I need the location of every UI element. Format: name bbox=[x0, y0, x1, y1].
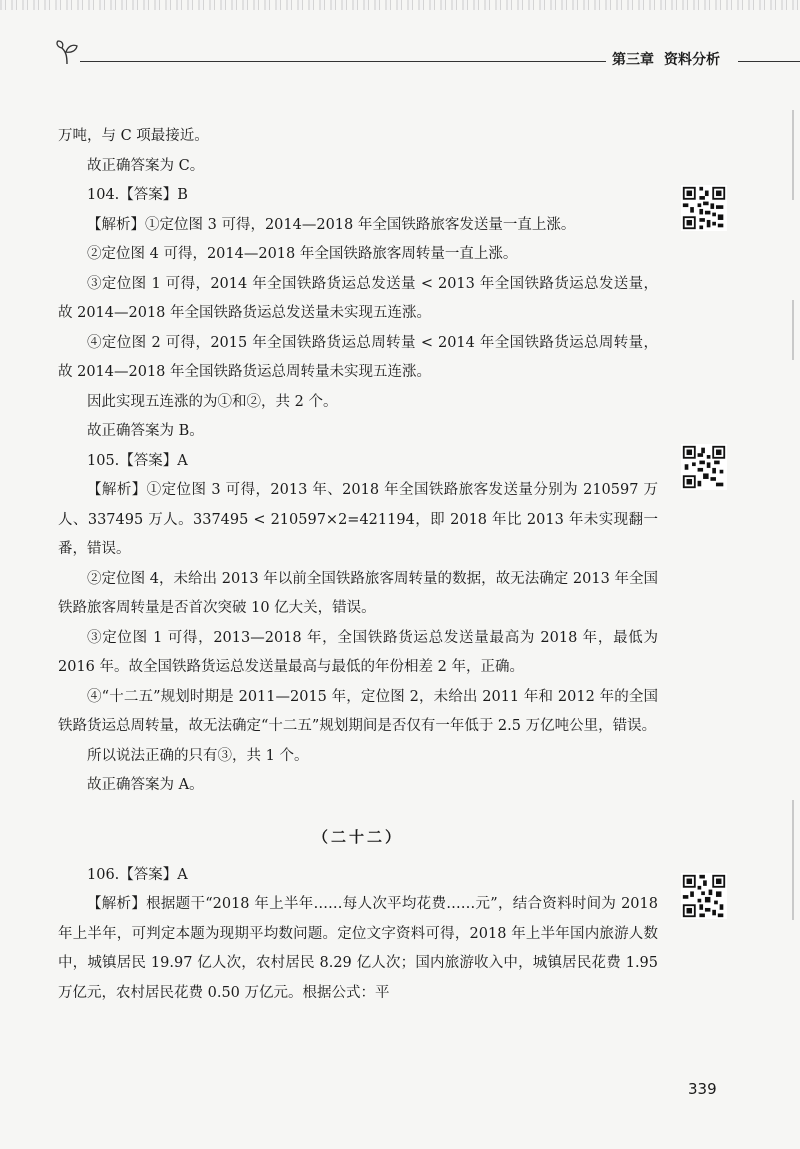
answer-heading-104: 104.【答案】B bbox=[87, 187, 188, 203]
paragraph: 万吨，与 C 项最接近。 bbox=[58, 128, 209, 144]
header-section: 资料分析 bbox=[664, 52, 720, 68]
paragraph: 故正确答案为 C。 bbox=[87, 157, 205, 174]
page-number: 339 bbox=[688, 1080, 717, 1098]
qr-code-icon[interactable] bbox=[681, 444, 727, 490]
paragraph: 因此实现五连涨的为①和②，共 2 个。 bbox=[87, 393, 338, 410]
sprout-icon bbox=[54, 38, 82, 66]
paragraph: ④“十二五”规划时期是 2011—2015 年，定位图 2，未给出 2011 年和 2012 年的全国铁路货运总周转量，故无法确定“十二五”规划期间是否仅有一年低于 2.5 万亿吨公里，错误。 bbox=[58, 688, 658, 734]
section-title: （二十二） bbox=[312, 827, 403, 846]
paragraph: ③定位图 1 可得，2014 年全国铁路货运总发送量 < 2013 年全国铁路货运总发送量，故 2014—2018 年全国铁路货运总发送量未实现五连涨。 bbox=[58, 275, 658, 321]
header-chapter: 第三章 bbox=[612, 52, 654, 68]
scan-edge-mark bbox=[792, 800, 794, 920]
paragraph: 【解析】①定位图 3 可得，2014—2018 年全国铁路旅客发送量一直上涨。 bbox=[87, 216, 576, 233]
scan-edge-mark bbox=[792, 300, 794, 360]
scan-noise-top bbox=[0, 0, 800, 10]
qr-code-icon[interactable] bbox=[681, 873, 727, 919]
qr-code-icon[interactable] bbox=[681, 185, 727, 231]
scan-edge-mark bbox=[792, 110, 794, 200]
paragraph: 【解析】①定位图 3 可得，2013 年、2018 年全国铁路旅客发送量分别为 210597 万人、337495 万人。337495 < 210597×2=421194，即 2018 年比 2013 年未实现翻一番，错误。 bbox=[58, 482, 658, 557]
header-rule-right bbox=[738, 61, 800, 62]
answer-heading-106: 106.【答案】A bbox=[87, 866, 188, 883]
page-body bbox=[58, 120, 658, 1008]
paragraph: 【解析】根据题干“2018 年上半年……每人次平均花费……元”，结合资料时间为 2018 年上半年，可判定本题为现期平均数问题。定位文字资料可得，2018 年上半年国内旅游人数中，城镇居民 19.97 亿人次，农村居民 8.29 亿人次；国内旅游收入中，城镇居民花费 1.95 万亿元，农村居民花费 0.50 万亿元。根据公式：平 bbox=[58, 896, 658, 1001]
paragraph: ③定位图 1 可得，2013—2018 年，全国铁路货运总发送量最高为 2018 年，最低为 2016 年。故全国铁路货运总发送量最高与最低的年份相差 2 年，正确。 bbox=[58, 629, 658, 675]
paragraph: ②定位图 4 可得，2014—2018 年全国铁路旅客周转量一直上涨。 bbox=[87, 246, 518, 262]
header-title bbox=[606, 49, 736, 69]
answer-heading-105: 105.【答案】A bbox=[87, 452, 188, 469]
paragraph: ④定位图 2 可得，2015 年全国铁路货运总周转量 < 2014 年全国铁路货运总周转量，故 2014—2018 年全国铁路货运总周转量未实现五连涨。 bbox=[58, 334, 658, 380]
running-header bbox=[50, 36, 800, 72]
paragraph: ②定位图 4，未给出 2013 年以前全国铁路旅客周转量的数据，故无法确定 2013 年全国铁路旅客周转量是否首次突破 10 亿大关，错误。 bbox=[58, 570, 658, 616]
header-rule-left bbox=[80, 61, 642, 62]
paragraph: 故正确答案为 A。 bbox=[87, 777, 204, 793]
paragraph: 所以说法正确的只有③，共 1 个。 bbox=[87, 747, 309, 764]
paragraph: 故正确答案为 B。 bbox=[87, 423, 204, 439]
